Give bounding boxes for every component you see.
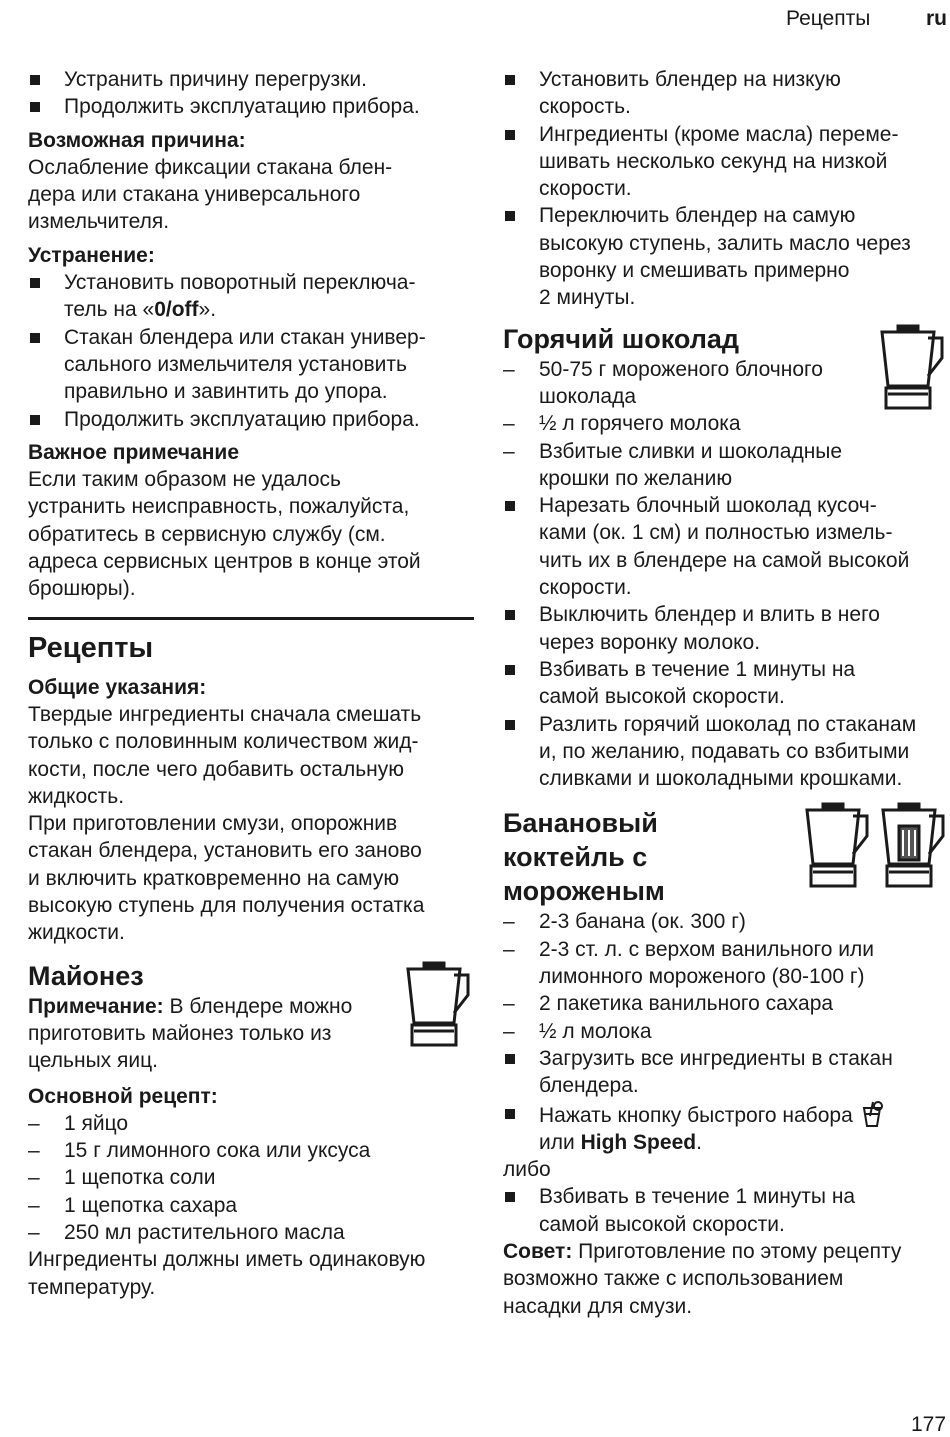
list-item: – 1 щепотка соли xyxy=(28,1164,474,1191)
list-item: Взбивать в течение 1 минуты на самой высокой скорости. xyxy=(503,656,950,711)
list-item: – 1 яйцо xyxy=(28,1110,474,1137)
blender-jug-icon xyxy=(799,802,875,892)
list-item: Выключить блендер и влить в него через воронку молоко. xyxy=(503,601,950,656)
list-item: Взбивать в течение 1 минуты на самой высокой скорости. xyxy=(503,1183,950,1238)
general-text: Твердые ингредиенты сначала смешать только с половинным количеством жид- кости, после чего добавить остальную жидкость. При приготовлении смузи, опорожнив стакан блендера, установить его заново и включить кратковременно на самую высокую ступень для получения остатка жидкости. xyxy=(28,702,425,945)
list-item: Продолжить эксплуатацию прибора. xyxy=(28,93,474,120)
list-item: Загрузить все ингредиенты в стакан блендера. xyxy=(503,1045,950,1100)
left-column xyxy=(28,66,474,1301)
hot-chocolate-title: Горячий шоколад xyxy=(503,323,739,354)
smoothie-preset-icon xyxy=(859,1100,885,1128)
list-item: Нарезать блочный шоколад кусоч- ками (ок. 1 см) и полностью измель- чить их в блендере на самой высокой скорости. xyxy=(503,492,950,601)
base-recipe-label: Основной рецепт: xyxy=(28,1084,218,1108)
general-label: Общие указания: xyxy=(28,675,207,699)
banana-section xyxy=(503,806,950,1319)
list-item: Разлить горячий шоколад по стаканам и, по желанию, подавать со взбитыми сливками и шоколадными крошками. xyxy=(503,711,950,793)
list-item: Устранить причину перегрузки. xyxy=(28,66,474,93)
list-item: Установить блендер на низкую скорость. xyxy=(503,66,950,121)
list-item: – 250 мл растительного масла xyxy=(28,1219,474,1246)
tip-text: Совет: Приготовление по этому рецепту возможно также с использованием насадки для смузи. xyxy=(503,1239,902,1318)
mayo-section xyxy=(28,959,474,1075)
list-item: – 50-75 г мороженого блочного шоколада xyxy=(503,356,950,411)
cause-label: Возможная причина: xyxy=(28,128,246,152)
hot-chocolate-section xyxy=(503,322,950,793)
list-item: – 2 пакетика ванильного сахара xyxy=(503,990,950,1017)
list-item: – ½ л молока xyxy=(503,1018,950,1045)
list-item: Нажать кнопку быстрого набора или High Speed. xyxy=(503,1100,950,1157)
cause-text: Ослабление фиксации стакана блен- дера или стакана универсального измельчителя. xyxy=(28,155,393,234)
right-column xyxy=(503,66,950,1320)
base-recipe-tail: Ингредиенты должны иметь одинаковую температуру. xyxy=(28,1248,426,1299)
overload-steps xyxy=(28,66,474,121)
important-note-label: Важное примечание xyxy=(28,440,240,464)
smoothie-jug-icon xyxy=(877,802,949,892)
banana-alt-steps xyxy=(503,1183,950,1238)
list-item: Стакан блендера или стакан универ- сального измельчителя установить правильно и завинтить до упора. xyxy=(28,324,474,406)
banana-steps xyxy=(503,1045,950,1156)
page-number: 177 xyxy=(911,1413,947,1436)
list-item: – ½ л горячего молока xyxy=(503,410,950,437)
list-item: Переключить блендер на самую высокую ступень, залить масло через воронку и смешивать примерно 2 минуты. xyxy=(503,202,950,311)
banana-title: Банановый коктейль с мороженым xyxy=(503,808,665,907)
list-item: – 2-3 банана (ок. 300 г) xyxy=(503,908,950,935)
list-item: – Взбитые сливки и шоколадные крошки по желанию xyxy=(503,438,950,493)
or-text: либо xyxy=(503,1158,551,1182)
list-item: – 1 щепотка сахара xyxy=(28,1192,474,1219)
base-ingredients xyxy=(28,1110,474,1246)
list-item: Продолжить эксплуатацию прибора. xyxy=(28,406,474,433)
banana-ingredients xyxy=(503,908,950,1044)
recipes-title: Рецепты xyxy=(28,631,154,664)
list-item: – 15 г лимонного сока или уксуса xyxy=(28,1137,474,1164)
mayo-title: Майонез xyxy=(28,960,144,991)
hot-chocolate-ingredients xyxy=(503,356,950,492)
header-section-title: Рецепты xyxy=(786,7,871,30)
important-note-text: Если таким образом не удалось устранить неисправность, пожалуйста, обратитесь в сервисную службу (см. адреса сервисных центров в конце этой брошюры). xyxy=(28,468,421,601)
list-item: – 2-3 ст. л. с верхом ванильного или лимонного мороженого (80-100 г) xyxy=(503,936,950,991)
hot-chocolate-steps xyxy=(503,492,950,792)
header-language: ru xyxy=(926,7,947,30)
list-item: Ингредиенты (кроме масла) переме- шивать несколько секунд на низкой скорости. xyxy=(503,121,950,203)
blender-jug-icon xyxy=(402,961,474,1051)
fix-steps xyxy=(28,269,474,433)
fix-label: Устранение: xyxy=(28,243,155,267)
list-item: Установить поворотный переключа- тель на «0/off». xyxy=(28,269,474,324)
mayo-steps xyxy=(503,66,950,312)
mayo-note: Примечание: В блендере можно приготовить майонез только из цельных яиц. xyxy=(28,994,353,1073)
